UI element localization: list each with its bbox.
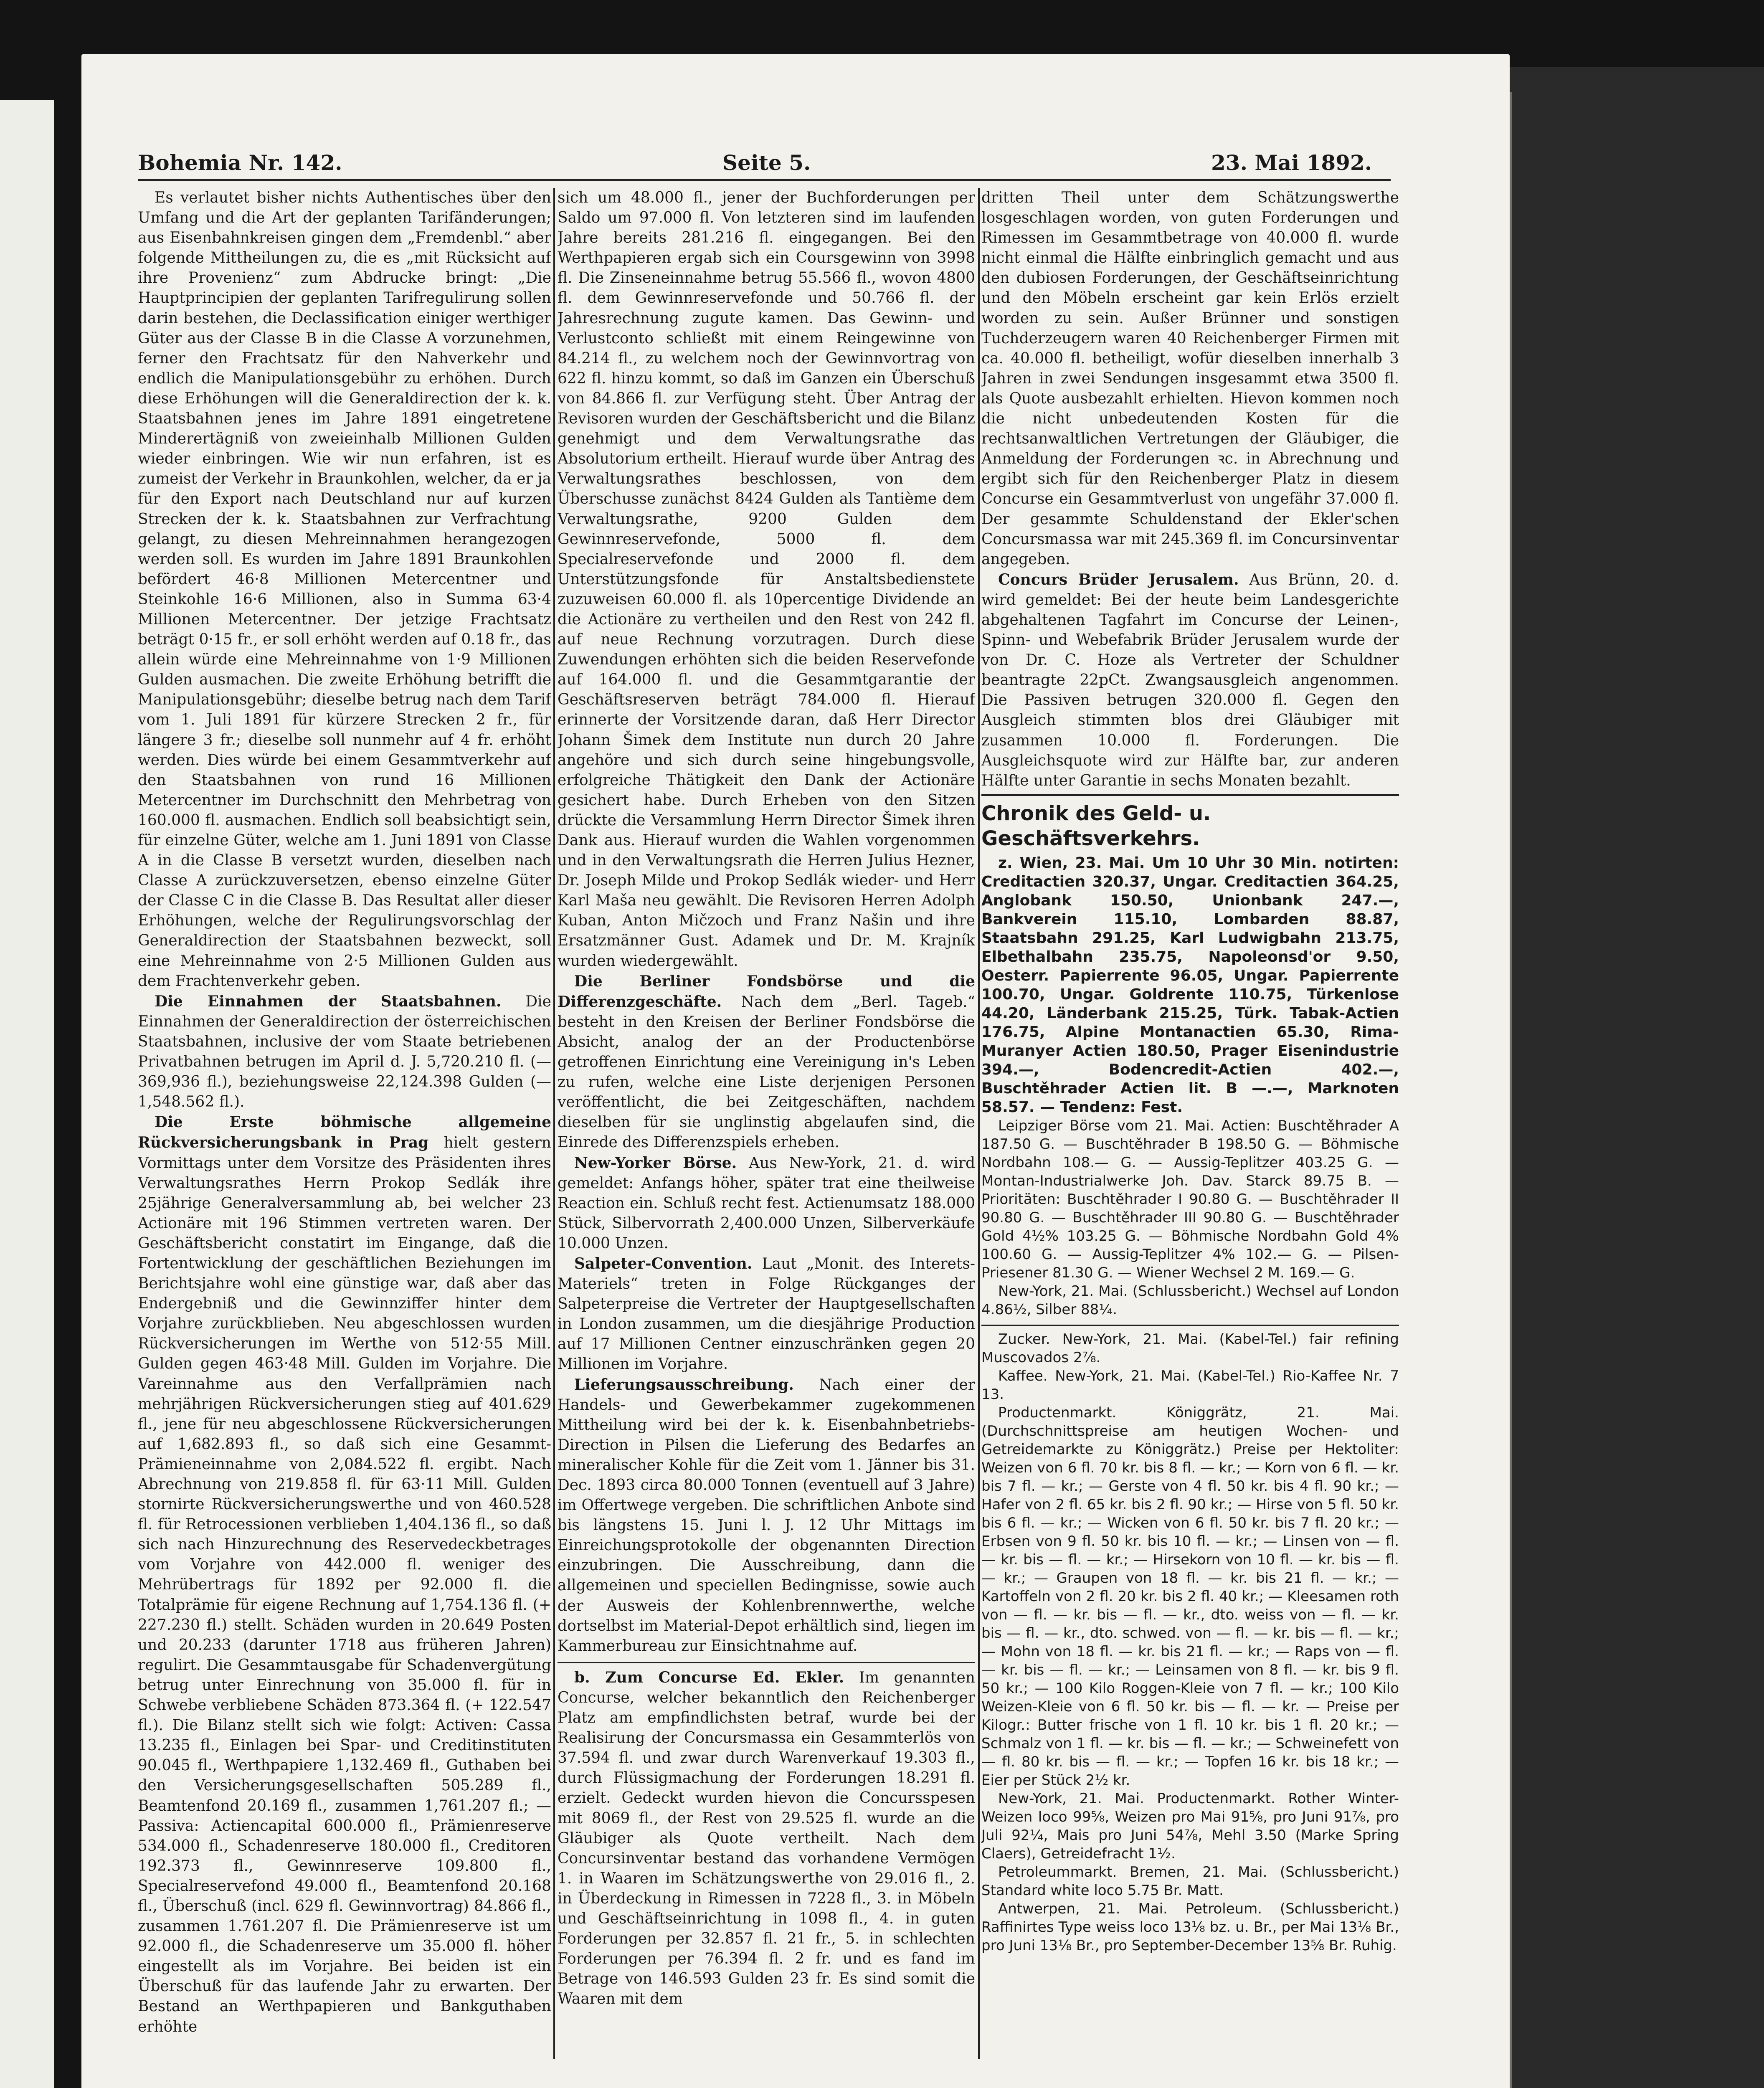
column-rule-1	[553, 188, 555, 2059]
heading-rueckversicherung: Die Erste böhmische allgemeine Rückversicherungsbank in Prag	[138, 1113, 551, 1152]
column-3	[981, 188, 1399, 2075]
petroleum-bremen: Petroleummarkt. Bremen, 21. Mai. (Schlussbericht.) Standard white loco 5.75 Br. Matt.	[981, 1863, 1399, 1899]
jerusalem-text: Aus Brünn, 20. d. wird gemeldet: Bei der heute beim Landesgerichte abgehaltenen Tagfahrt im Concurse der Leinen-, Spinn- und Webefabrik Brüder Jerusalem wurde der von Dr. C. Hoze als Vertreter der Schuldner beantragte 22pCt. Zwangsausgleich angenommen. Die Passiven betrugen 320.000 fl. Gegen den Ausgleich stimmten blos drei Gläubiger mit zusammen 10.000 fl. Forderungen. Die Ausgleichsquote wird zur Hälfte bar, zur anderen Hälfte unter Garantie in sechs Monaten bezahlt.	[981, 571, 1399, 789]
heading-jerusalem: Concurs Brüder Jerusalem.	[998, 570, 1239, 588]
tariff-article: Es verlautet bisher nichts Authentisches über den Umfang und die Art der geplanten Tarifänderungen; aus Eisenbahnkreisen gingen dem „Fremdenbl.“ aber folgende Mittheilungen zu, die es „mit Rücksicht auf ihre Provenienz“ zum Abdrucke bringt: „Die Hauptprincipien der geplanten Tarifregulirung sollen darin bestehen, die Declassification einiger werthiger Güter aus der Classe B in die Classe A vorzunehmen, ferner den Frachtsatz für den Nahverkehr und endlich die Manipulationsgebühr zu erhöhen. Durch diese Erhöhungen will die Generaldirection der k. k. Staatsbahnen jenes im Jahre 1891 eingetretene Minderertägniß von zweieinhalb Millionen Gulden wieder einbringen. Wie wir nun erfahren, ist es zumeist der Verkehr in Braunkohlen, welcher, da er ja für den Export nach Deutschland nur auf kurzen Strecken der k. k. Staatsbahnen zur Verfrachtung gelangt, zu diesen Mehreinnahmen herangezogen werden soll. Es wurden im Jahre 1891 Braunkohlen befördert 46·8 Millionen Metercentner und Steinkohle 16·6 Millionen, also in Summa 63·4 Millionen Metercentner. Der jetzige Frachtsatz beträgt 0·15 fr., er soll erhöht werden auf 0.18 fr., das allein würde eine Mehreinnahme von 1·9 Millionen Gulden ausmachen. Die zweite Erhöhung betrifft die Manipulationsgebühr; dieselbe betrug nach dem Tarif vom 1. Juli 1891 für kürzere Strecken 2 fr., für längere 3 fr.; dieselbe soll nunmehr auf 4 fr. erhöht werden. Dies würde bei einem Gesammtverkehr auf den Staatsbahnen von rund 16 Millionen Metercentner im Durchschnitt den Mehrbetrag von 160.000 fl. ausmachen. Endlich soll beabsichtigt sein, für einzelne Güter, welche am 1. Juni 1891 von Classe A in die Classe B versetzt wurden, dieselben nach Classe A zurückzuversetzen, ebenso einzelne Güter der Classe C in die Classe B. Das Resultat aller dieser Erhöhungen, welche der Regulirungsvorschlag der Generaldirection der Staatsbahnen bezweckt, soll eine Mehreinnahme von 2·5 Millionen Gulden aus dem Frachtenverkehr geben.	[138, 189, 551, 990]
leipzig-quotes: Leipziger Börse vom 21. Mai. Actien: Buschtěhrader A 187.50 G. — Buschtěhrader B 198.50 G. — Böhmische Nordbahn 108.— G. — Aussig-Teplitzer 403.25 G. — Montan-Industrialwerke Joh. Dav. Starck 89.75 B. — Prioritäten: Buschtěhrader I 90.80 G. — Buschtěhrader II 90.80 G. — Buschtěhrader III 90.80 G. — Buschtěhrader Gold 4½% 103.25 G. — Böhmische Nordbahn Gold 4% 100.60 G. — Aussig-Teplitzer 4% 102.— G. — Pilsen-Priesener 81.30 G. — Wiener Wechsel 2 M. 169.— G.	[981, 1117, 1399, 1281]
issue-date: 23. Mai 1892.	[1211, 150, 1372, 175]
chronik-heading: Chronik des Geld- u. Geschäftsverkehrs.	[981, 794, 1399, 851]
petroleum-antwerpen: Antwerpen, 21. Mai. Petroleum. (Schlussbericht.) Raffinirtes Type weiss loco 13⅛ bz. u. Br., per Mai 13⅛ Br., pro Juni 13⅛ Br., pro September-December 13⅝ Br. Ruhig.	[981, 1900, 1399, 1954]
column-1	[138, 188, 551, 2075]
staatsbahnen-text: Die Einnahmen der Generaldirection der österreichischen Staatsbahnen, inclusive der vom Staate betriebenen Privatbahnen betrugen im April d. J. 5,720.210 fl. (— 369,936 fl.), beziehungsweise 22,124.398 Gulden (— 1,548.562 fl.).	[138, 993, 551, 1111]
rueckversicherung-continued: sich um 48.000 fl., jener der Buchforderungen per Saldo um 97.000 fl. Von letzteren sind im laufenden Jahre bereits 281.216 fl. eingegangen. Bei den Werthpapieren ergab sich ein Coursgewinn von 3998 fl. Die Zinseneinnahme betrug 55.566 fl., wovon 4800 fl. dem Gewinnreservefonde und 50.766 fl. der Jahresrechnung zugute kamen. Das Gewinn- und Verlustconto schließt mit einem Reingewinne von 84.214 fl., zu welchem noch der Gewinnvortrag von 622 fl. hinzu kommt, so daß im Ganzen ein Überschuß von 84.866 fl. zur Verfügung steht. Über Antrag der Revisoren wurden der Geschäftsbericht und die Bilanz genehmigt und dem Verwaltungsrathe das Absolutorium ertheilt. Hierauf wurde über Antrag des Verwaltungsrathes beschlossen, von dem Überschusse zunächst 8424 Gulden als Tantième dem Verwaltungsrathe, 9200 Gulden dem Gewinnreservefonde, 5000 fl. dem Specialreservefonde und 2000 fl. dem Unterstützungsfonde für Anstaltsbedienstete zuzuweisen 60.000 fl. als 10percentige Dividende an die Actionäre zu vertheilen und den Rest von 242 fl. auf neue Rechnung vorzutragen. Durch diese Zuwendungen erhöhten sich die beiden Reservefonde auf 164.000 fl. und die Gesammtgarantie der Geschäftsreserven beträgt 784.000 fl. Hierauf erinnerte der Vorsitzende daran, daß Herr Director Johann Šimek dem Institute nun durch 20 Jahre angehöre und sich durch seine hingebungsvolle, erfolgreiche Thätigkeit den Dank der Actionäre gesichert habe. Durch Erheben von den Sitzen drückte die Versammlung Herrn Director Šimek ihren Dank aus. Hierauf wurden die Wahlen vorgenommen und in den Verwaltungsrath die Herren Julius Hezner, Dr. Joseph Milde und Prokop Sedlák wieder- und Herr Karl Maša neu gewählt. Die Revisoren Herren Adolph Kuban, Anton Mičzoch und Franz Našin und ihre Ersatzmänner Gust. Adamek und Dr. M. Krajník wurden wiedergewählt.	[558, 189, 975, 970]
productenmarkt-koeniggraetz: Productenmarkt. Königgrätz, 21. Mai. (Durchschnittspreise am heutigen Wochen- und Getreidemarkte zu Königgrätz.) Preise per Hektoliter: Weizen von 6 fl. 70 kr. bis 8 fl. — kr.; — Korn von 6 fl. — kr. bis 7 fl. — kr.; — Gerste von 4 fl. 50 kr. bis 4 fl. 90 kr.; — Hafer von 2 fl. 65 kr. bis 2 fl. 90 kr.; — Hirse von 5 fl. 50 kr. bis 6 fl. — kr.; — Wicken von 6 fl. 50 kr. bis 7 fl. 20 kr.; — Erbsen von 9 fl. 50 kr. bis 10 fl. — kr.; — Linsen von — fl. — kr. bis — fl. — kr.; — Hirsekorn von 10 fl. — kr. bis — fl. — kr.; — Graupen von 18 fl. — kr. bis 21 fl. — kr.; — Kartoffeln von 2 fl. 20 kr. bis 2 fl. 40 kr.; — Kleesamen roth von — fl. — kr. bis — fl. — kr., dto. weiss von — fl. — kr. bis — fl. — kr., dto. schwed. von — fl. — kr. bis — fl. — kr.; — Mohn von 18 fl. — kr. bis 21 fl. — kr.; — Raps von — fl. — kr. bis — fl. — kr.; — Leinsamen von 8 fl. — kr. bis 9 fl. 50 kr.; — 100 Kilo Roggen-Kleie von 7 fl. — kr.; 100 Kilo Weizen-Kleie von 6 fl. 50 kr. bis — fl. — kr. — Preise per Kilogr.: Butter frische von 1 fl. 10 kr. bis 1 fl. 20 kr.; — Schmalz von 1 fl. — kr. bis — fl. — kr.; — Schweinefett von — fl. 80 kr. bis — fl. — kr.; — Topfen 16 kr. bis 18 kr.; — Eier per Stück 2½ kr.	[981, 1404, 1399, 1789]
fondsboerse-text: Nach dem „Berl. Tageb.“ besteht in den Kreisen der Berliner Fondsbörse die Absicht, analog der an der Productenbörse getroffenen Einrichtung eine Vereinigung in's Leben zu rufen, welche eine Liste derjenigen Personen veröffentlicht, die bei Zeitgeschäften, nachdem dieselben für sie unglinstig abgelaufen sind, die Einrede des Differenzspiels erheben.	[558, 993, 975, 1151]
kaffee-quote: Kaffee. New-York, 21. Mai. (Kabel-Tel.) Rio-Kaffee Nr. 7 13.	[981, 1367, 1399, 1403]
heading-salpeter: Salpeter-Convention.	[574, 1254, 753, 1272]
rueckversicherung-text: hielt gestern Vormittags unter dem Vorsitze des Präsidenten ihres Verwaltungsrathes Herrn Prokop Sedlák ihre 25jährige Generalversammlung ab, bei welcher 23 Actionäre mit 196 Stimmen vertreten waren. Der Geschäftsbericht constatirt im Eingange, daß die Fortentwicklung der geschäftlichen Beziehungen im Berichtsjahre wohl eine günstige war, daß aber das Endergebniß und die Gewinnziffer hinter dem Vorjahre zurückblieben. Neu abgeschlossen wurden Rückversicherungen im Werthe von 512·55 Mill. Gulden gegen 463·48 Mill. Gulden im Vorjahre. Die Vareinnahme aus den Verfallprämien nach mehrjährigen Rückversicherungen stieg auf 401.629 fl., jene für neu abgeschlossene Rückversicherungen auf 1,682.893 fl., so daß sich eine Gesammt-Prämieneinnahme von 2,084.522 fl. ergibt. Nach Abrechnung von 219.858 fl. für 63·11 Mill. Gulden stornirte Rückversicherungswerthe und von 460.528 fl. für Retrocessionen verblieben 1,404.136 fl., so daß sich nach Hinzurechnung des Reservedeckbetrages vom Vorjahre von 442.000 fl. weniger des Mehrübertrags für 1892 per 92.000 fl. die Totalprämie für eigene Rechnung auf 1,754.136 fl. (+ 227.230 fl.) stellt. Schäden wurden in 20.649 Posten und 20.233 (darunter 1718 aus früheren Jahren) regulirt. Die Gesammtausgabe für Schadenvergütung betrug unter Einrechnung von 35.000 fl. für in Schwebe verbliebene Schäden 873.364 fl. (+ 122.547 fl.). Die Bilanz stellt sich wie folgt: Activen: Cassa 13.235 fl., Einlagen bei Spar- und Creditinstituten 90.045 fl., Werthpapiere 1,132.469 fl., Guthaben bei den Versicherungsgesellschaften 505.289 fl., Beamtenfond 20.169 fl., zusammen 1,761.207 fl.; — Passiva: Actiencapital 600.000 fl., Prämienreserve 534.000 fl., Schadenreserve 180.000 fl., Creditoren 192.373 fl., Gewinnreserve 109.800 fl., Specialreservefond 49.000 fl., Beamtenfond 20.168 fl., Überschuß (incl. 629 fl. Gewinnvortrag) 84.866 fl., zusammen 1.761.207 fl. Die Prämienreserve ist um 92.000 fl., die Schadenreserve um 35.000 fl. höher eingestellt als im Vorjahre. Bei beiden ist ein Überschuß für das laufende Jahr zu erwarten. Der Bestand an Werthpapieren und Bankguthaben erhöhte	[138, 1134, 551, 2035]
wien-quotes: z. Wien, 23. Mai. Um 10 Uhr 30 Min. notirten: Creditactien 320.37, Ungar. Creditactien 364.25, Anglobank 150.50, Unionbank 247.—, Bankverein 115.10, Lombarden 88.87, Staatsbahn 291.25, Karl Ludwigbahn 213.75, Elbethalbahn 235.75, Napoleonsd'or 9.50, Oesterr. Papierrente 96.05, Ungar. Papierrente 100.70, Ungar. Goldrente 110.75, Türkenlose 44.20, Länderbank 215.25, Türk. Tabak-Actien 176.75, Alpine Montanactien 65.30, Rima-Muranyer Actien 180.50, Prager Eisenindustrie 394.—, Bodencredit-Actien 402.—, Buschtěhrader Actien lit. B —.—, Marknoten 58.57. — Tendenz: Fest.	[981, 854, 1399, 1116]
column-rule-2	[978, 188, 980, 2059]
lieferung-text: Nach einer der Handels- und Gewerbekammer zugekommenen Mittheilung wird bei der k. k. Eisenbahnbetriebs-Direction in Pilsen die Lieferung des Bedarfes an mineralischer Kohle für die Zeit vom 1. Jänner bis 31. Dec. 1893 circa 80.000 Tonnen (eventuell auf 3 Jahre) im Offertwege vergeben. Die schriftlichen Anbote sind bis längstens 15. Juni l. J. 12 Uhr Mittags im Einreichungsprotokolle der obgenannten Direction einzubringen. Die Ausschreibung, dann die allgemeinen und speciellen Bedingnisse, sowie auch der Ausweis der Kohlenbrennwerthe, welche dortselbst im Material-Depot erhältlich sind, liegen im Kammerbureau zur Einsichtnahme auf.	[558, 1376, 975, 1655]
newyork-boerse-text: Aus New-York, 21. d. wird gemeldet: Anfangs höher, später trat eine theilweise Reaction ein. Schluß recht fest. Actienumsatz 188.000 Stück, Silbervorrath 2,400.000 Unzen, Silberverkäufe 10.000 Unzen.	[558, 1154, 975, 1252]
adjacent-page-strip	[0, 100, 54, 2088]
heading-fondsboerse: Die Berliner Fondsbörse und die Differenzgeschäfte.	[558, 972, 975, 1011]
productenmarkt-newyork: New-York, 21. Mai. Productenmarkt. Rother Winter-Weizen loco 99⅝, Weizen pro Mai 91⅝, pro Juni 91⅞, pro Juli 92¼, Mais pro Juni 54⅞, Mehl 3.50 (Marke Spring Claers), Getreidefracht 1½.	[981, 1790, 1399, 1862]
ekler-continued: dritten Theil unter dem Schätzungswerthe losgeschlagen worden, von guten Forderungen und Rimessen im Gesammtbetrage von 40.000 fl. wurde nicht einmal die Hälfte einbringlich gemacht und aus den dubiosen Forderungen, der Geschäftseinrichtung und den Möbeln erscheint gar kein Erlös erzielt worden zu sein. Außer Brünner und sonstigen Tuchderzeugern waren 40 Reichenberger Firmen mit ca. 40.000 fl. betheiligt, wofür dieselben innerhalb 3 Jahren in zwei Sendungen insgesammt etwa 3500 fl. als Quote ausbezahlt erhielten. Hievon kommen noch die nicht unbedeutenden Kosten für die rechtsanwaltlichen Vertretungen der Gläubiger, die Anmeldung der Forderungen ꝛc. in Abrechnung und ergibt sich für den Reichenberger Platz in diesem Concurse ein Gesammtverlust von ungefähr 37.000 fl. Der gesammte Schuldenstand der Ekler'schen Concursmassa war mit 245.369 fl. im Concursinventar angegeben.	[981, 189, 1399, 568]
paper-name: Bohemia Nr. 142.	[138, 150, 342, 175]
heading-ekler: b. Zum Concurse Ed. Ekler.	[574, 1668, 844, 1686]
page-number: Seite 5.	[722, 150, 811, 175]
heading-newyork-boerse: New-Yorker Börse.	[574, 1154, 737, 1172]
heading-staatsbahnen: Die Einnahmen der Staatsbahnen.	[155, 992, 502, 1010]
column-2	[558, 188, 975, 2075]
heading-lieferung: Lieferungsausschreibung.	[574, 1376, 794, 1394]
market-separator	[981, 1325, 1399, 1326]
header-rule	[138, 179, 1391, 181]
ekler-text: Im genannten Concurse, welcher bekanntlich den Reichenberger Platz am empfindlichsten betraf, wurde bei der Realisirung der Concursmassa ein Gesammterlös von 37.594 fl. und zwar durch Warenverkauf 19.303 fl., durch Flüssigmachung der Forderungen 18.291 fl. erzielt. Gedeckt wurden hievon die Concursspesen mit 8069 fl., der Rest von 29.525 fl. wurde an die Gläubiger als Quote vertheilt. Nach dem Concursinventar bestand das vorhandene Vermögen 1. in Waaren im Schätzungswerthe von 29.016 fl., 2. in Überdeckung in Rimessen in 7228 fl., 3. in Möbeln und Geschäftseinrichtung in 1098 fl., 4. in guten Forderungen per 32.857 fl. 21 fr., 5. in schlechten Forderungen per 76.394 fl. 2 fr. und es fand im Betrage von 146.593 Gulden 23 fr. Es sind somit die Waaren mit dem	[558, 1669, 975, 2008]
zucker-quote: Zucker. New-York, 21. Mai. (Kabel-Tel.) fair refining Muscovados 2⅞.	[981, 1330, 1399, 1366]
salpeter-text: Laut „Monit. des Interets-Materiels“ treten in Folge Rückganges der Salpeterpreise die Vertreter der Hauptgesellschaften in London zusammen, um die diesjährige Production auf 17 Millionen Centner einzuschränken gegen 20 Millionen im Vorjahre.	[558, 1255, 975, 1373]
newyork-exchange: New-York, 21. Mai. (Schlussbericht.) Wechsel auf London 4.86½, Silber 88¼.	[981, 1282, 1399, 1318]
article-separator	[558, 1662, 975, 1663]
